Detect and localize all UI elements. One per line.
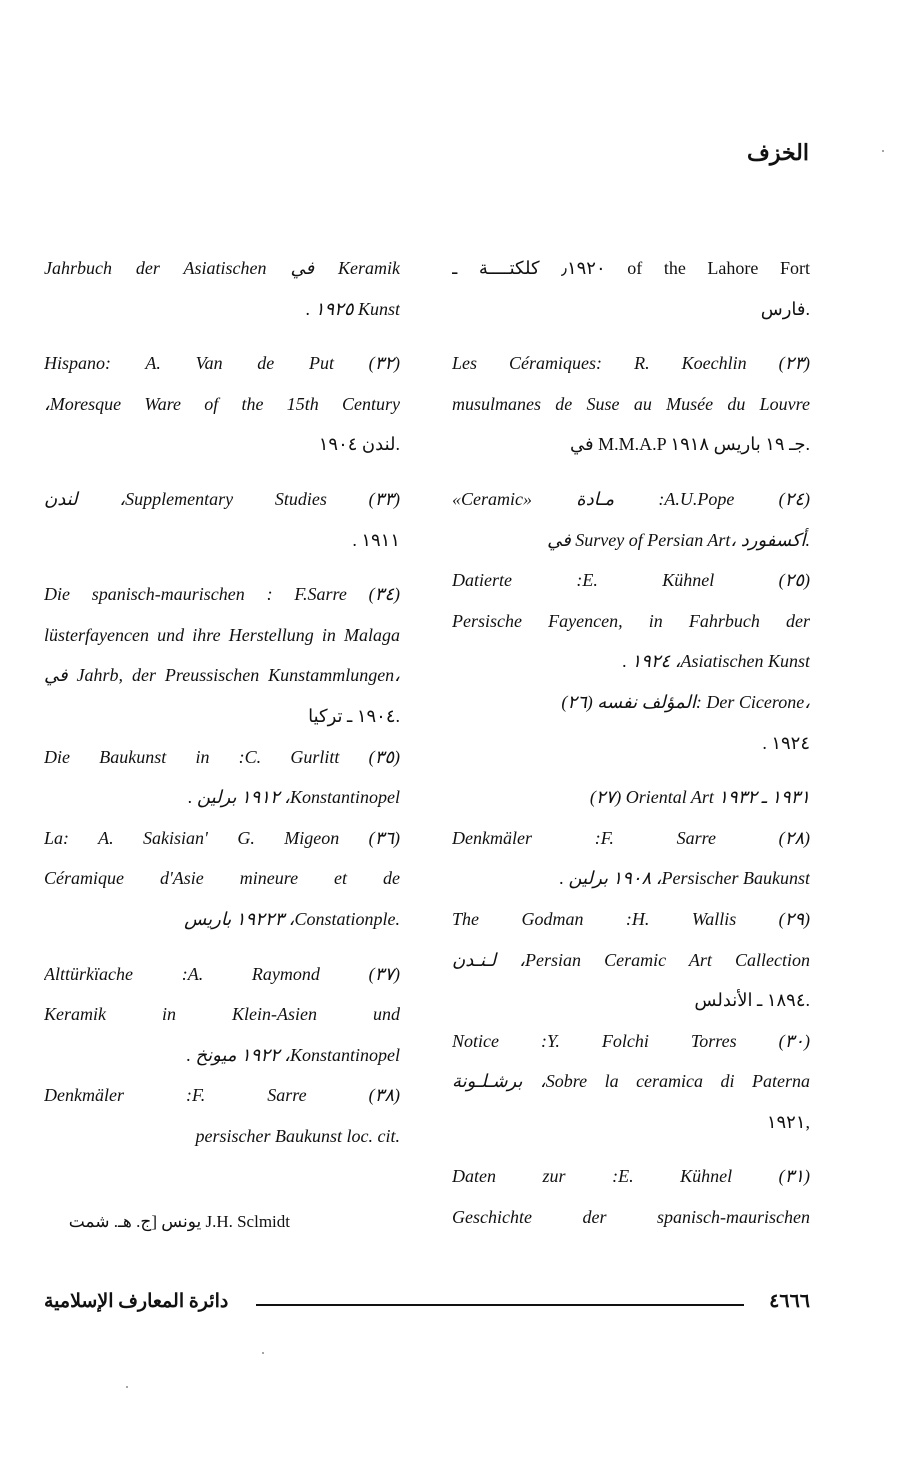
- text-line: . ١٩٢٤ ،Asiatischen Kunst: [622, 651, 810, 672]
- text-line: . ١٩٠٨ برلين ،Persischer Baukunst: [559, 868, 810, 889]
- text-line: (٢٦) المؤلف نفسه: Der Cicerone،: [561, 691, 810, 712]
- text-line: . ١٩١١: [352, 529, 400, 550]
- text-line: . ١٩٢٤: [762, 732, 810, 753]
- text-line: (٢٧) Oriental Art ١٩٣١ ـ ١٩٣٢: [589, 787, 810, 808]
- footnote: يونس [ج. هـ. شمت J.H. Sclmidt: [68, 1212, 290, 1231]
- page-number: ٤٦٦٦: [769, 1291, 810, 1312]
- text-line: لندن ١٩٠٤.: [318, 434, 400, 455]
- text-line: «Ceramic» مـادة :A.U.Pope (٢٤): [452, 488, 810, 509]
- scan-speck: [126, 1386, 128, 1388]
- right-column: [452, 248, 810, 1238]
- scan-speck: [262, 1352, 264, 1354]
- text-line: لندن ،Supplementary Studies (٣٣): [44, 488, 400, 509]
- text-line: lüsterfayencen und ihre Herstellung in Malaga: [44, 624, 400, 645]
- scan-speck: [882, 150, 884, 152]
- text-line: برشـلـونة ،Sobre la ceramica di Paterna: [452, 1071, 810, 1092]
- text-line: Hispano: A. Van de Put (٣٢): [44, 353, 400, 374]
- text-line: Denkmäler :F. Sarre (٢٨): [452, 827, 810, 848]
- text-line: Les Céramiques: R. Koechlin (٢٣): [452, 353, 810, 374]
- text-line: musulmanes de Suse au Musée du Louvre: [452, 393, 810, 414]
- page-footer: [44, 1290, 810, 1320]
- text-line: Datierte :E. Kühnel (٢٥): [452, 570, 810, 591]
- text-line: Jahrbuch der Asiatischen في Keramik: [44, 258, 400, 278]
- left-column: [44, 248, 400, 1156]
- text-line: لـنـدن ،Persian Ceramic Art Callection: [452, 949, 810, 970]
- text-line: The Godman :H. Wallis (٢٩): [452, 908, 810, 929]
- publication-name: دائرة المعارف الإسلامية: [44, 1291, 229, 1312]
- text-line: فارس.: [760, 298, 810, 319]
- text-line: ،Moresque Ware of the 15th Century: [44, 393, 400, 414]
- text-line: . ١٩١٢ برلين ،Konstantinopel: [187, 787, 400, 808]
- text-line: ١٩٢١,: [766, 1111, 810, 1132]
- text-line: في Jahrb, der Preussischen Kunstammlungen،: [44, 665, 400, 686]
- text-line: Persische Fayencen, in Fahrbuch der: [452, 610, 810, 631]
- text-line: Céramique d'Asie mineure et de: [44, 868, 400, 889]
- text-line: Die spanisch-maurischen : F.Sarre (٣٤): [44, 584, 400, 605]
- text-line: . ١٩٢٥ Kunst: [305, 298, 400, 319]
- text-line: Notice :Y. Folchi Torres (٣٠): [452, 1030, 810, 1051]
- page-title: الخزف: [747, 140, 809, 166]
- text-line: . ١٩٢٢ ميونخ ،Konstantinopel: [186, 1044, 400, 1065]
- text-line: Alttürkïache :A. Raymond (٣٧): [44, 963, 400, 984]
- text-line: ‎٫١٩٢٠ كلكتــــة ـ of the Lahore Fort: [452, 258, 810, 278]
- text-line: ١٩٠٤ ـ تركيا.: [308, 705, 400, 726]
- text-line: persischer Baukunst loc. cit.: [195, 1125, 400, 1146]
- footer-rule: [256, 1304, 744, 1306]
- text-line: Daten zur :E. Kühnel (٣١): [452, 1166, 810, 1187]
- text-line: Geschichte der spanisch-maurischen: [452, 1207, 810, 1228]
- text-line: في Survey of Persian Art، أكسفورد.: [547, 529, 810, 550]
- text-line: في M.M.A.P جـ ١٩ باريس ١٩١٨.: [569, 434, 810, 455]
- text-line: Die Baukunst in :C. Gurlitt (٣٥): [44, 746, 400, 767]
- text-line: Denkmäler :F. Sarre (٣٨): [44, 1085, 400, 1106]
- text-line: ١٨٩٤ ـ الأندلس.: [694, 990, 810, 1011]
- text-line: ١٩٢٢٣ باريس ،Constationple.: [184, 908, 400, 929]
- text-line: La: A. Sakisian' G. Migeon (٣٦): [44, 827, 400, 848]
- text-line: Keramik in Klein-Asien und: [44, 1004, 400, 1025]
